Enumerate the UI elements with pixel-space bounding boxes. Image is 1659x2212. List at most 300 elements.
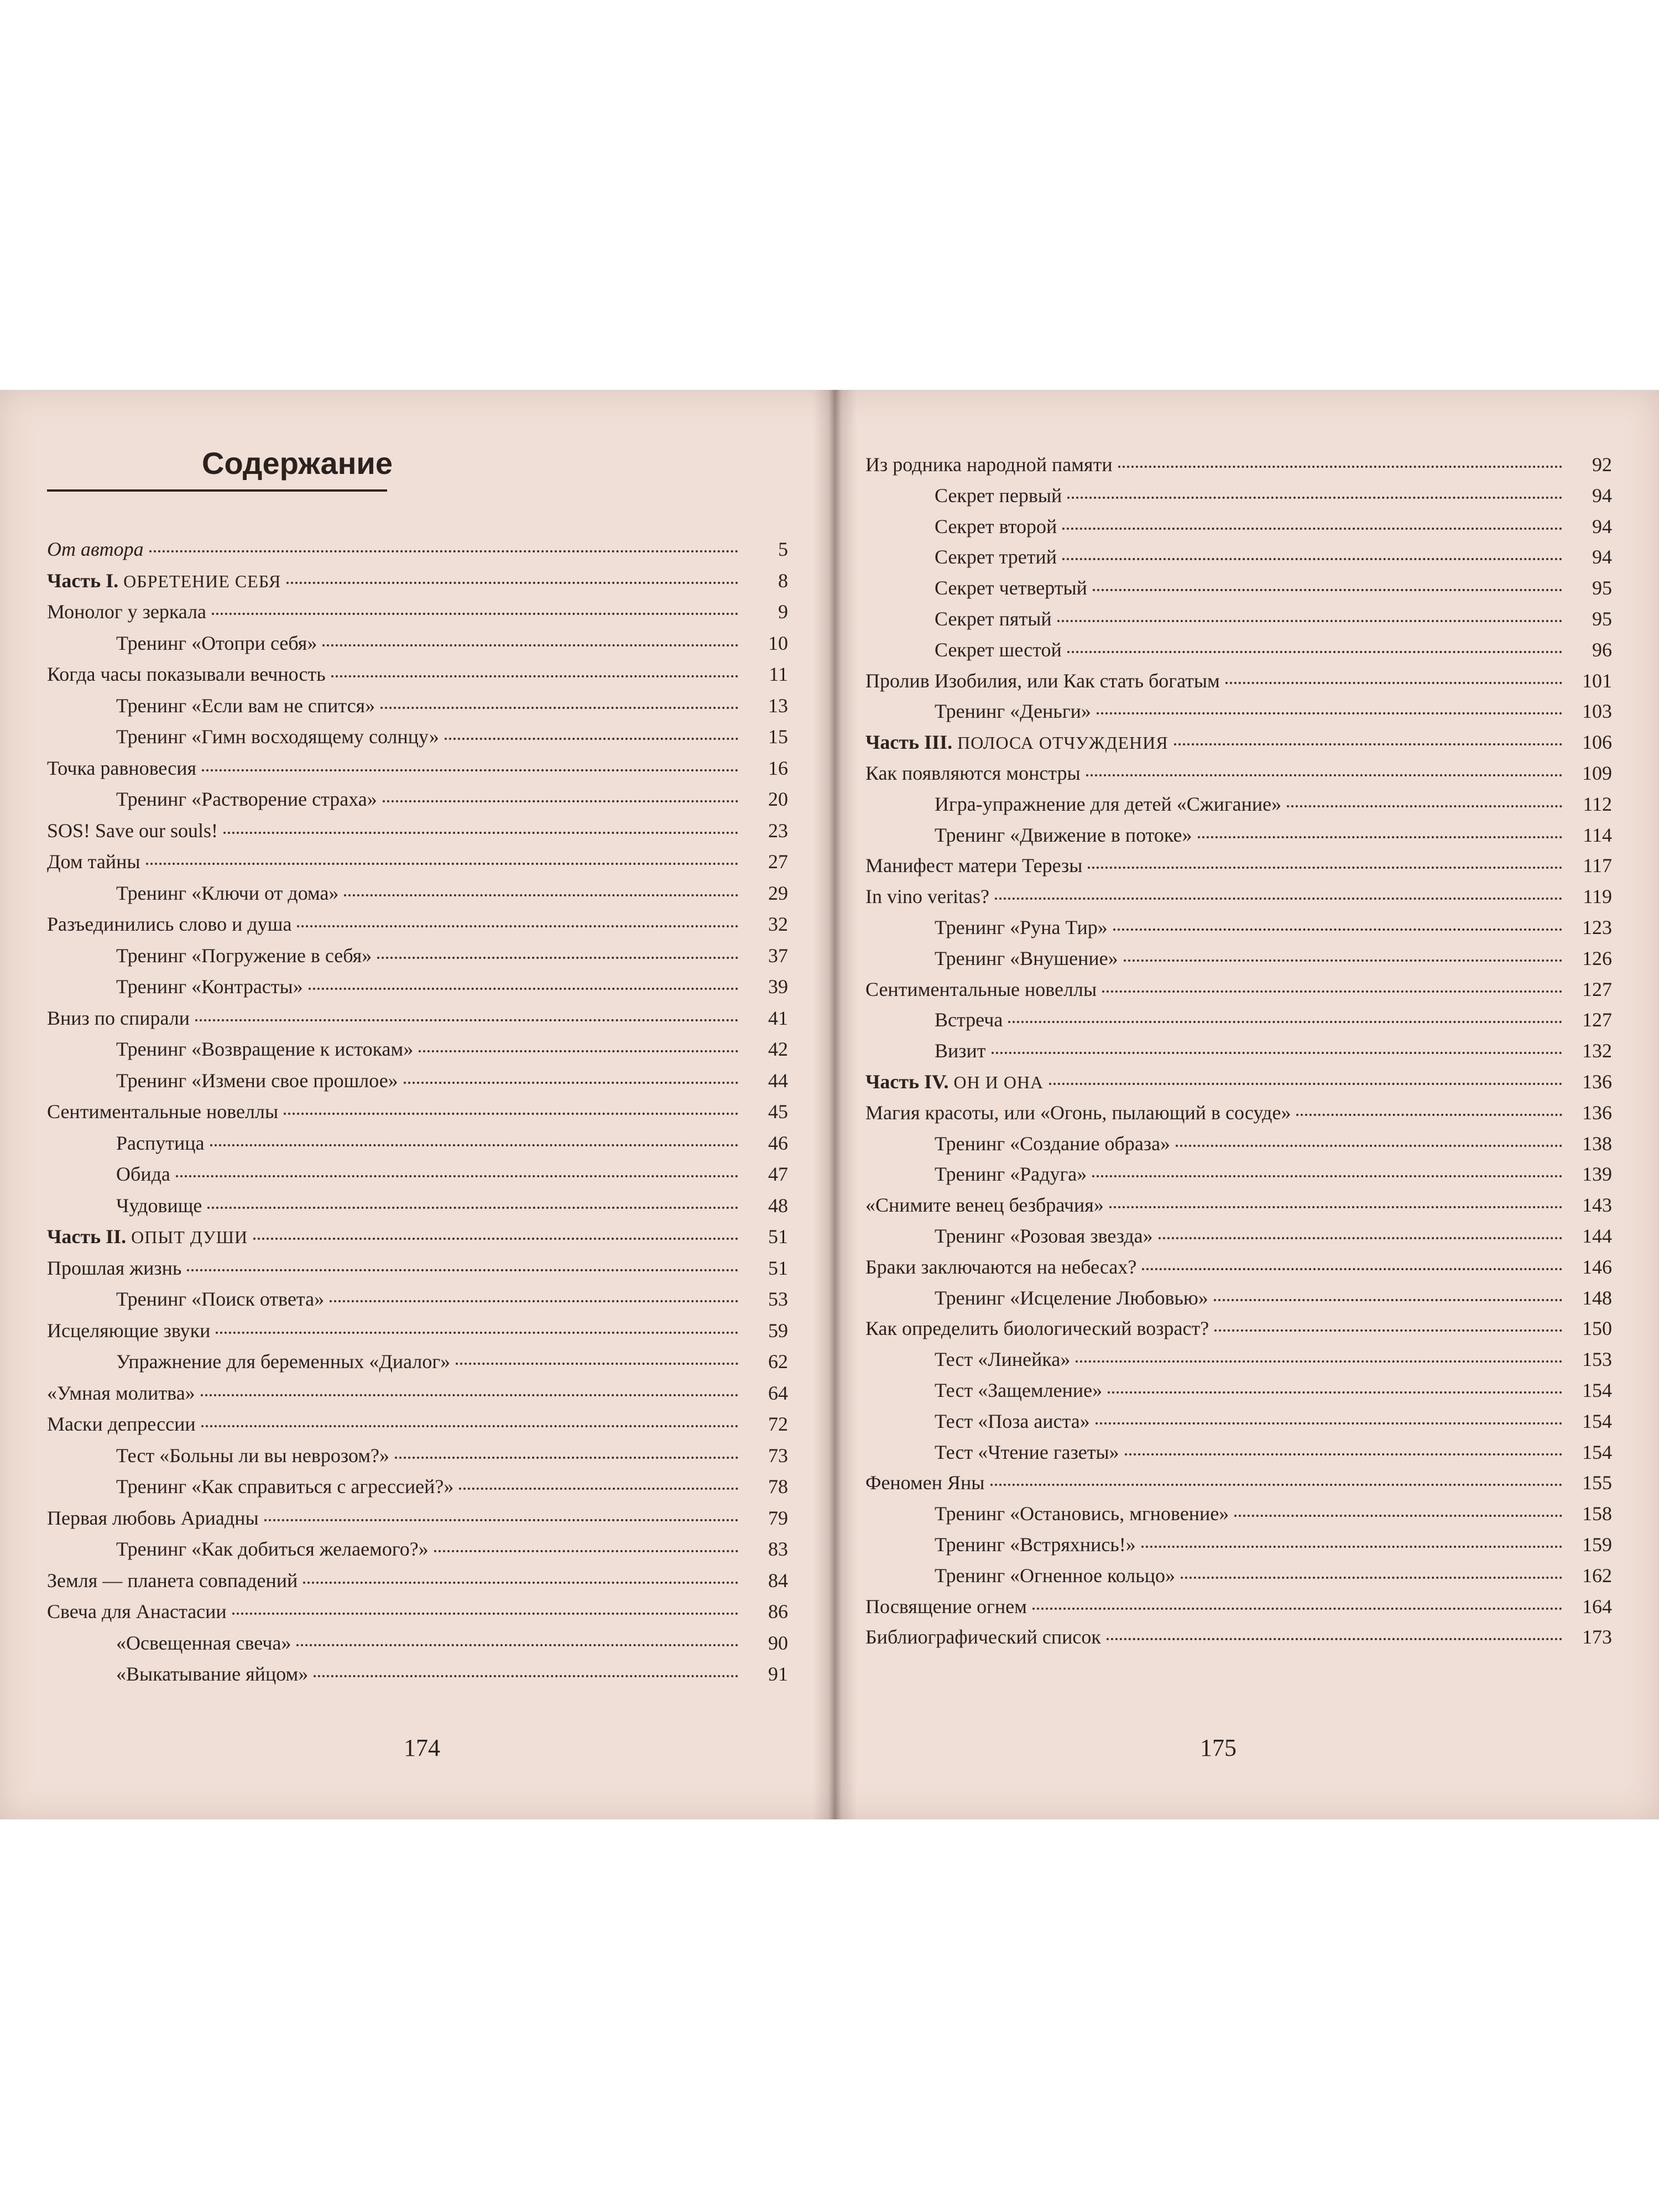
- toc-entry-title: «Снимите венец безбрачия»: [865, 1194, 1104, 1217]
- toc-entry: [47, 660, 788, 688]
- dot-leader: [149, 550, 738, 552]
- toc-part-name: ОПЫТ ДУШИ: [126, 1227, 248, 1247]
- dot-leader: [1113, 928, 1562, 931]
- toc-entry-title: Тренинг «Огненное кольцо»: [935, 1564, 1175, 1587]
- toc-entry-title: Тренинг «Розовая звезда»: [935, 1225, 1153, 1247]
- toc-entry-title: Часть III. ПОЛОСА ОТЧУЖДЕНИЯ: [865, 731, 1168, 754]
- toc-entry-title: Дом тайны: [47, 851, 140, 873]
- dot-leader: [1141, 1546, 1562, 1548]
- toc-entry-page: 126: [1582, 947, 1612, 969]
- dot-leader: [322, 644, 738, 646]
- toc-entry-page: 148: [1582, 1286, 1612, 1309]
- toc-entry-title: Тренинг «Внушение»: [935, 947, 1118, 969]
- toc-entry-page: 48: [768, 1194, 788, 1217]
- toc-entry-title: Как появляются монстры: [865, 762, 1081, 784]
- toc-entry-title: Пролив Изобилия, или Как стать богатым: [865, 669, 1220, 692]
- toc-entry-title: Тренинг «Контрасты»: [116, 975, 303, 998]
- toc-entry: [47, 1317, 788, 1344]
- toc-entry-page: 10: [768, 632, 788, 654]
- toc-entry-title: Манифест матери Терезы: [865, 854, 1083, 877]
- dot-leader: [1107, 1638, 1562, 1640]
- toc-entry: [47, 1254, 788, 1282]
- toc-entry-page: 101: [1582, 669, 1612, 692]
- dot-leader: [1174, 743, 1562, 745]
- dot-leader: [380, 707, 738, 709]
- toc-entry-title: Тренинг «Если вам не спится»: [116, 694, 375, 717]
- toc-entry: [47, 1098, 788, 1125]
- toc-entry-title: Тренинг «Отопри себя»: [116, 632, 317, 654]
- toc-entry: [116, 1129, 788, 1157]
- toc-entry-title: Тренинг «Погружение в себя»: [116, 944, 372, 967]
- toc-entry: [935, 790, 1612, 818]
- toc-entry: [47, 910, 788, 938]
- toc-entry-page: 37: [768, 944, 788, 967]
- toc-entry: [935, 1037, 1612, 1065]
- toc-entry: [935, 1438, 1612, 1466]
- toc-entry-page: 106: [1582, 731, 1612, 754]
- toc-entry-page: 23: [768, 819, 788, 842]
- toc-entry-title: Секрет четвертый: [935, 577, 1087, 599]
- toc-entry: [865, 728, 1612, 756]
- toc-entry-page: 94: [1592, 484, 1612, 507]
- toc-entry: [935, 636, 1612, 664]
- toc-entry-page: 95: [1592, 608, 1612, 630]
- dot-leader: [434, 1550, 738, 1552]
- toc-entry-page: 42: [768, 1038, 788, 1060]
- toc-entry: [865, 1623, 1612, 1651]
- toc-entry-page: 51: [768, 1225, 788, 1248]
- toc-entry: [935, 1345, 1612, 1373]
- toc-entry-page: 83: [768, 1538, 788, 1560]
- toc-entry-title: Тренинг «Движение в потоке»: [935, 823, 1192, 846]
- dot-leader: [1095, 1422, 1562, 1425]
- toc-entry-title: Тренинг «Гимн восходящему солнцу»: [116, 726, 439, 748]
- toc-entry-page: 143: [1582, 1194, 1612, 1217]
- toc-entry-page: 27: [768, 851, 788, 873]
- toc-entry-title: Земля — планета совпадений: [47, 1569, 298, 1592]
- toc-part-name: ПОЛОСА ОТЧУЖДЕНИЯ: [952, 733, 1168, 753]
- toc-entry-page: 136: [1582, 1071, 1612, 1093]
- toc-entry-title: Тест «Защемление»: [935, 1379, 1103, 1401]
- dot-leader: [1109, 1206, 1562, 1208]
- dot-leader: [1234, 1515, 1562, 1517]
- toc-entry-page: 94: [1592, 546, 1612, 568]
- toc-entry-title: Тренинг «Возвращение к истокам»: [116, 1038, 414, 1060]
- toc-entry-page: 136: [1582, 1101, 1612, 1124]
- toc-entry: [865, 1099, 1612, 1126]
- toc-entry-page: 78: [768, 1475, 788, 1498]
- toc-entry: [935, 482, 1612, 509]
- toc-entry: [116, 1442, 788, 1469]
- dot-leader: [1108, 1391, 1562, 1394]
- toc-entry-title: Тест «Поза аиста»: [935, 1410, 1090, 1432]
- toc-entry-page: 158: [1582, 1503, 1612, 1525]
- toc-entry-title: Первая любовь Ариадны: [47, 1506, 259, 1529]
- dot-leader: [1225, 682, 1562, 684]
- dot-leader: [1198, 836, 1563, 838]
- dot-leader: [146, 863, 738, 865]
- toc-entry-title: Посвящение огнем: [865, 1595, 1027, 1618]
- toc-entry-title: Маски депрессии: [47, 1413, 196, 1435]
- toc-entry: [116, 1160, 788, 1188]
- toc-entry-title: Как определить биологический возраст?: [865, 1317, 1209, 1340]
- toc-entry: [935, 1500, 1612, 1527]
- toc-entry-page: 154: [1582, 1379, 1612, 1401]
- toc-entry: [47, 1223, 788, 1250]
- contents-heading: Содержание: [202, 446, 393, 481]
- toc-entry-page: 164: [1582, 1595, 1612, 1618]
- toc-entry-page: 154: [1582, 1410, 1612, 1432]
- toc-entry: [116, 1348, 788, 1375]
- toc-entry-page: 91: [768, 1663, 788, 1685]
- toc-entry: [116, 1285, 788, 1313]
- toc-entry-page: 15: [768, 726, 788, 748]
- dot-leader: [1008, 1021, 1562, 1023]
- toc-entry-title: От автора: [47, 538, 144, 560]
- dot-leader: [297, 925, 738, 927]
- toc-entry-title: Из родника народной памяти: [865, 453, 1113, 476]
- dot-leader: [1057, 620, 1562, 622]
- toc-entry-page: 109: [1582, 762, 1612, 784]
- dot-leader: [1181, 1577, 1562, 1579]
- toc-entry: [935, 821, 1612, 849]
- dot-leader: [330, 1300, 738, 1302]
- toc-entry-title: In vino veritas?: [865, 885, 989, 908]
- dot-leader: [395, 1457, 738, 1459]
- toc-entry: [935, 697, 1612, 725]
- toc-entry: [47, 1379, 788, 1407]
- toc-entry-title: Когда часы показывали вечность: [47, 663, 326, 685]
- toc-entry: [116, 692, 788, 719]
- dot-leader: [445, 738, 738, 740]
- toc-entry-page: 47: [768, 1163, 788, 1185]
- toc-entry: [865, 759, 1612, 787]
- right-page: [832, 390, 1659, 1819]
- toc-entry-title: Тест «Чтение газеты»: [935, 1441, 1119, 1463]
- toc-entry-page: 59: [768, 1319, 788, 1342]
- toc-entry-page: 117: [1583, 854, 1612, 877]
- dot-leader: [1088, 867, 1562, 869]
- toc-entry-title: Визит: [935, 1040, 986, 1062]
- toc-entry-title: Тренинг «Радуга»: [935, 1163, 1087, 1186]
- toc-entry-title: Магия красоты, или «Огонь, пылающий в сосуде»: [865, 1101, 1291, 1124]
- dot-leader: [212, 613, 738, 615]
- toc-entry-page: 150: [1582, 1317, 1612, 1340]
- toc-entry-page: 162: [1582, 1564, 1612, 1587]
- toc-entry-page: 114: [1583, 823, 1612, 846]
- dot-leader: [1214, 1329, 1562, 1332]
- toc-entry: [935, 543, 1612, 571]
- dot-leader: [1102, 990, 1562, 993]
- toc-entry-page: 39: [768, 975, 788, 998]
- toc-entry: [935, 1130, 1612, 1157]
- toc-entry-page: 8: [778, 569, 788, 592]
- dot-leader: [1067, 497, 1562, 499]
- toc-entry: [865, 883, 1612, 910]
- toc-entry-title: Тренинг «Как добиться желаемого?»: [116, 1538, 429, 1560]
- dot-leader: [1159, 1237, 1562, 1239]
- dot-leader: [1214, 1299, 1562, 1301]
- toc-entry-page: 153: [1582, 1348, 1612, 1371]
- toc-entry-title: Тренинг «Измени свое прошлое»: [116, 1069, 398, 1092]
- toc-entry-page: 132: [1582, 1040, 1612, 1062]
- toc-entry: [116, 1629, 788, 1657]
- toc-entry-page: 44: [768, 1069, 788, 1092]
- toc-entry: [47, 817, 788, 844]
- dot-leader: [232, 1613, 738, 1615]
- dot-leader: [253, 1238, 738, 1240]
- toc-entry-page: 138: [1582, 1132, 1612, 1155]
- dot-leader: [286, 582, 738, 584]
- toc-entry: [935, 513, 1612, 540]
- toc-entry-title: Обида: [116, 1163, 170, 1185]
- toc-entry-page: 16: [768, 757, 788, 779]
- toc-entry: [47, 1410, 788, 1438]
- toc-entry: [865, 667, 1612, 695]
- toc-entry-page: 112: [1583, 792, 1612, 815]
- toc-entry-title: Часть IV. ОН И ОНА: [865, 1071, 1044, 1093]
- dot-leader: [207, 1207, 738, 1209]
- toc-entry-title: «Умная молитва»: [47, 1381, 195, 1404]
- toc-entry-title: Вниз по спирали: [47, 1006, 190, 1029]
- toc-entry-page: 84: [768, 1569, 788, 1592]
- toc-entry-page: 45: [768, 1100, 788, 1123]
- toc-entry: [865, 451, 1612, 478]
- toc-entry-page: 11: [769, 663, 788, 685]
- toc-entry-title: Тренинг «Остановись, мгновение»: [935, 1503, 1229, 1525]
- toc-entry-title: Распутица: [116, 1131, 205, 1154]
- book-spread: [0, 390, 1659, 1819]
- right-page-number: 175: [1200, 1734, 1237, 1761]
- toc-entry: [865, 1593, 1612, 1620]
- dot-leader: [296, 1644, 738, 1646]
- toc-entry: [116, 1660, 788, 1688]
- toc-entry-page: 154: [1582, 1441, 1612, 1463]
- toc-entry-title: Тренинг «Руна Тир»: [935, 916, 1108, 938]
- toc-entry-page: 127: [1582, 1009, 1612, 1031]
- dot-leader: [1067, 651, 1562, 653]
- dot-leader: [201, 1425, 738, 1427]
- dot-leader: [1062, 528, 1562, 530]
- toc-entry-title: Исцеляющие звуки: [47, 1319, 211, 1342]
- dot-leader: [1032, 1608, 1562, 1610]
- toc-entry-page: 13: [768, 694, 788, 717]
- toc-entry: [935, 1222, 1612, 1250]
- toc-entry-title: «Выкатывание яйцом»: [116, 1663, 309, 1685]
- toc-entry: [47, 1004, 788, 1032]
- left-page: [0, 390, 830, 1819]
- toc-entry-page: 144: [1582, 1225, 1612, 1247]
- toc-entry: [865, 1191, 1612, 1219]
- toc-entry: [116, 973, 788, 1000]
- toc-entry: [47, 598, 788, 625]
- toc-entry-title: Секрет первый: [935, 484, 1062, 507]
- toc-entry-page: 103: [1582, 700, 1612, 723]
- toc-entry-title: Тренинг «Встряхнись!»: [935, 1533, 1136, 1556]
- toc-part-name: ОБРЕТЕНИЕ СЕБЯ: [118, 571, 281, 591]
- toc-entry-page: 119: [1583, 885, 1612, 908]
- dot-leader: [344, 894, 738, 896]
- toc-entry-title: Тренинг «Как справиться с агрессией?»: [116, 1475, 454, 1498]
- toc-entry: [935, 1531, 1612, 1558]
- toc-entry-title: Точка равновесия: [47, 757, 197, 779]
- toc-entry-title: Тренинг «Исцеление Любовью»: [935, 1286, 1208, 1309]
- toc-entry: [865, 1068, 1612, 1095]
- toc-entry: [116, 785, 788, 813]
- toc-entry: [47, 1598, 788, 1625]
- toc-entry-title: Секрет третий: [935, 546, 1057, 568]
- toc-entry: [935, 605, 1612, 633]
- toc-entry-page: 53: [768, 1288, 788, 1310]
- toc-entry: [47, 754, 788, 782]
- toc-entry-title: Тренинг «Деньги»: [935, 700, 1091, 723]
- dot-leader: [1086, 774, 1562, 776]
- toc-entry-page: 94: [1592, 515, 1612, 538]
- dot-leader: [404, 1082, 738, 1084]
- dot-leader: [1049, 1083, 1562, 1085]
- toc-entry-page: 139: [1582, 1163, 1612, 1186]
- toc-entry-page: 51: [768, 1256, 788, 1279]
- toc-entry: [116, 629, 788, 657]
- dot-leader: [210, 1144, 739, 1146]
- toc-entry-page: 41: [768, 1006, 788, 1029]
- toc-entry-page: 64: [768, 1381, 788, 1404]
- dot-leader: [383, 800, 738, 802]
- toc-entry-title: Чудовище: [116, 1194, 202, 1217]
- dot-leader: [1118, 466, 1562, 468]
- dot-leader: [187, 1269, 738, 1271]
- dot-leader: [223, 832, 738, 834]
- toc-entry-page: 79: [768, 1506, 788, 1529]
- toc-entry-title: Тренинг «Создание образа»: [935, 1132, 1171, 1155]
- toc-entry: [935, 1284, 1612, 1312]
- toc-entry: [47, 535, 788, 563]
- toc-entry: [865, 975, 1612, 1003]
- dot-leader: [195, 1019, 738, 1021]
- dot-leader: [456, 1363, 738, 1365]
- left-toc-list: [0, 390, 830, 1819]
- toc-entry-title: Сентиментальные новеллы: [47, 1100, 279, 1123]
- toc-entry: [935, 1407, 1612, 1435]
- dot-leader: [1124, 959, 1562, 962]
- toc-entry-page: 159: [1582, 1533, 1612, 1556]
- dot-leader: [1062, 558, 1562, 560]
- dot-leader: [1287, 805, 1562, 807]
- dot-leader: [331, 675, 738, 677]
- dot-leader: [216, 1332, 738, 1334]
- dot-leader: [377, 957, 738, 959]
- toc-entry: [865, 852, 1612, 879]
- toc-part-name: ОН И ОНА: [948, 1072, 1044, 1092]
- toc-entry-title: Секрет шестой: [935, 638, 1062, 661]
- dot-leader: [1176, 1145, 1562, 1147]
- toc-entry: [47, 1567, 788, 1594]
- toc-entry-title: Тренинг «Ключи от дома»: [116, 881, 339, 904]
- toc-entry: [935, 914, 1612, 941]
- toc-entry: [935, 1376, 1612, 1404]
- toc-entry: [865, 1253, 1612, 1281]
- dot-leader: [176, 1175, 738, 1177]
- dot-leader: [201, 1394, 738, 1396]
- toc-entry: [116, 879, 788, 907]
- toc-entry-page: 92: [1592, 453, 1612, 476]
- toc-entry-page: 127: [1582, 978, 1612, 1000]
- dot-leader: [1097, 712, 1562, 714]
- toc-entry: [865, 1469, 1612, 1496]
- toc-entry-title: Феномен Яны: [865, 1472, 985, 1494]
- toc-entry: [47, 567, 788, 594]
- dot-leader: [990, 1484, 1563, 1486]
- toc-entry: [935, 1562, 1612, 1589]
- dot-leader: [202, 769, 738, 771]
- dot-leader: [284, 1113, 738, 1115]
- dot-leader: [264, 1519, 738, 1521]
- toc-entry-page: 155: [1582, 1472, 1612, 1494]
- toc-entry-page: 95: [1592, 577, 1612, 599]
- toc-entry-title: Упражнение для беременных «Диалог»: [116, 1350, 451, 1373]
- toc-entry-title: Тест «Больны ли вы неврозом?»: [116, 1444, 389, 1467]
- toc-entry: [116, 1535, 788, 1563]
- dot-leader: [1092, 1175, 1562, 1177]
- toc-entry-title: Игра-упражнение для детей «Сжигание»: [935, 792, 1282, 815]
- toc-entry-title: Разъединились слово и душа: [47, 913, 292, 935]
- toc-entry-title: Браки заключаются на небесах?: [865, 1255, 1137, 1278]
- toc-entry-page: 20: [768, 788, 788, 810]
- toc-entry: [116, 723, 788, 750]
- toc-entry: [47, 848, 788, 875]
- toc-entry: [116, 1035, 788, 1063]
- toc-entry-title: SOS! Save our souls!: [47, 819, 218, 842]
- toc-entry-page: 96: [1592, 638, 1612, 661]
- toc-entry-title: «Освещенная свеча»: [116, 1631, 291, 1654]
- dot-leader: [1296, 1114, 1562, 1116]
- toc-entry-page: 62: [768, 1350, 788, 1373]
- toc-entry: [935, 945, 1612, 972]
- dot-leader: [1076, 1360, 1562, 1363]
- dot-leader: [992, 1052, 1563, 1054]
- toc-entry-page: 9: [778, 601, 788, 623]
- toc-entry: [935, 574, 1612, 602]
- toc-entry-title: Тест «Линейка»: [935, 1348, 1071, 1371]
- toc-entry-title: Тренинг «Поиск ответа»: [116, 1288, 325, 1310]
- toc-entry-title: Свеча для Анастасии: [47, 1600, 227, 1623]
- toc-entry: [935, 1160, 1612, 1188]
- toc-entry-page: 146: [1582, 1255, 1612, 1278]
- toc-entry: [935, 1006, 1612, 1034]
- dot-leader: [995, 898, 1562, 900]
- toc-entry-page: 72: [768, 1413, 788, 1435]
- toc-entry: [47, 1504, 788, 1532]
- dot-leader: [459, 1488, 738, 1490]
- toc-entry-title: Сентиментальные новеллы: [865, 978, 1097, 1000]
- toc-entry-page: 86: [768, 1600, 788, 1623]
- toc-entry-page: 73: [768, 1444, 788, 1467]
- toc-entry-title: Тренинг «Растворение страха»: [116, 788, 377, 810]
- toc-entry-page: 29: [768, 881, 788, 904]
- left-page-number: 174: [404, 1734, 440, 1761]
- toc-entry-page: 5: [778, 538, 788, 560]
- toc-entry-title: Встреча: [935, 1009, 1003, 1031]
- dot-leader: [314, 1675, 738, 1677]
- dot-leader: [1142, 1268, 1562, 1270]
- dot-leader: [1093, 589, 1562, 591]
- dot-leader: [303, 1582, 738, 1584]
- toc-entry: [116, 1067, 788, 1094]
- toc-entry-title: Прошлая жизнь: [47, 1256, 182, 1279]
- toc-entry-title: Секрет второй: [935, 515, 1057, 538]
- toc-entry-title: Секрет пятый: [935, 608, 1052, 630]
- right-toc-list: [832, 390, 1659, 1819]
